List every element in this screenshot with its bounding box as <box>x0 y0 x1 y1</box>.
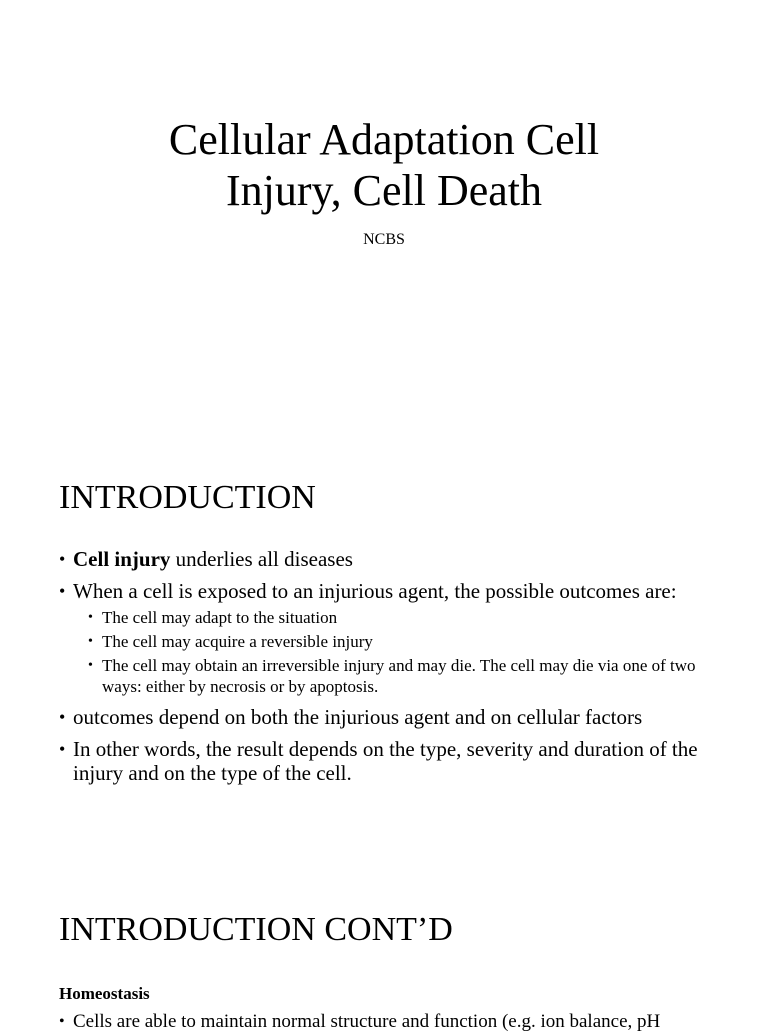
bullet-list <box>59 547 719 793</box>
bullet-item <box>59 579 719 697</box>
bullet-text: underlies all diseases <box>170 547 353 571</box>
title-line-1: Cellular Adaptation Cell <box>168 115 600 164</box>
presentation-title <box>0 114 768 216</box>
presentation-subtitle: NCBS <box>363 231 405 248</box>
slide-heading: INTRODUCTION <box>59 479 316 516</box>
bullet-item: • In other words, the result depends on the type, severity and duration of the injury and on the type of the cell. <box>59 737 719 785</box>
sub-bullet-list <box>73 607 719 697</box>
sub-bullet-item: • The cell may adapt to the situation <box>88 607 719 628</box>
bullet-item <box>59 547 719 571</box>
introduction-contd-slide <box>0 864 768 1032</box>
slide-heading: INTRODUCTION CONT’D <box>59 911 453 948</box>
bullet-item: • outcomes depend on both the injurious agent and on cellular factors <box>59 705 719 729</box>
title-slide <box>0 0 768 432</box>
bullet-item: • Cells are able to maintain normal structure and function (e.g. ion balance, pH <box>59 1011 759 1033</box>
title-line-2: Injury, Cell Death <box>225 166 543 215</box>
sub-bullet-item: • The cell may obtain an irreversible injury and may die. The cell may die via one of two ways: either by necrosis or by apoptosis. <box>88 655 719 697</box>
section-subheading: Homeostasis <box>59 984 150 1003</box>
bold-term: Cell injury <box>73 547 171 571</box>
bullet-list <box>59 1011 759 1033</box>
bullet-text: When a cell is exposed to an injurious agent, the possible outcomes are: <box>73 579 677 603</box>
introduction-slide <box>0 432 768 864</box>
sub-bullet-item: • The cell may acquire a reversible injury <box>88 631 719 652</box>
